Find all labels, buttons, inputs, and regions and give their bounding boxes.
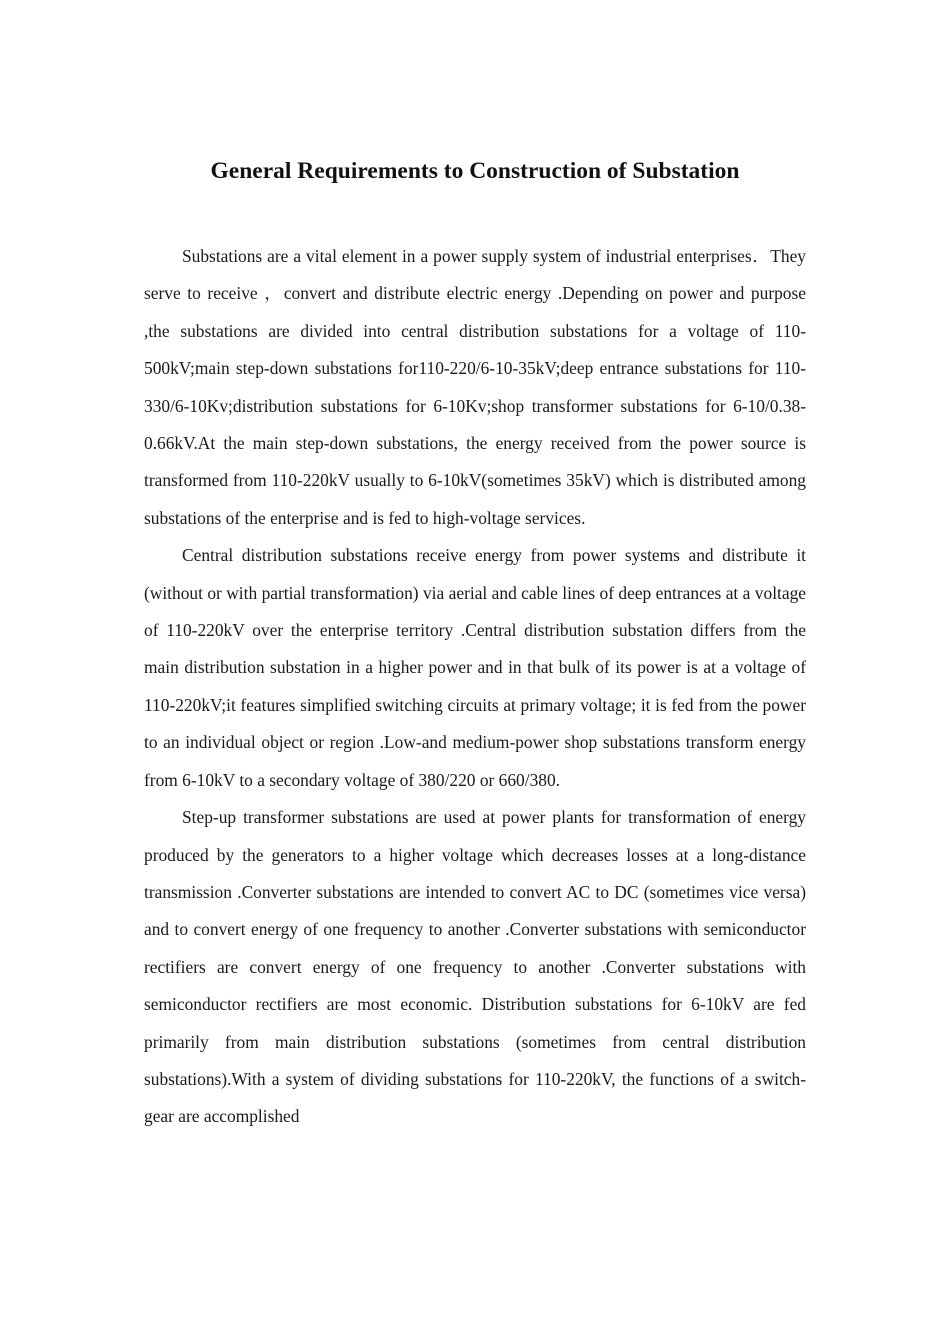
- document-title: General Requirements to Construction of Substation: [210, 158, 740, 184]
- paragraph-3: Step-up transformer substations are used at power plants for transformation of energy produced by the generators to a higher voltage which decreases losses at a long-distance transmission .Converter substations are intended to convert AC to DC (sometimes vice versa) and to convert energy of one frequency to another .Converter substations with semiconductor rectifiers are convert energy of one frequency to another .Converter substations with semiconductor rectifiers are most economic. Distribution substations for 6-10kV are fed primarily from main distribution substations (sometimes from central distribution substations).With a system of dividing substations for 110-220kV, the functions of a switch-gear are accomplished: [144, 807, 806, 1127]
- paragraph-1: Substations are a vital element in a power supply system of industrial enterprises．They serve to receive ，convert and distribute electric energy .Depending on power and purpose ,the substations are divided into central distribution substations for a voltage of 110-500kV;main step-down substations for110-220/6-10-35kV;deep entrance substations for 110-330/6-10Kv;distribution substations for 6-10Kv;shop transformer substations for 6-10/0.38-0.66kV.At the main step-down substations, the energy received from the power source is transformed from 110-220kV usually to 6-10kV(sometimes 35kV) which is distributed among substations of the enterprise and is fed to high-voltage services.: [144, 246, 806, 528]
- document-body: [144, 238, 806, 1136]
- paragraph-2: Central distribution substations receive energy from power systems and distribute it (without or with partial transformation) via aerial and cable lines of deep entrances at a voltage of 110-220kV over the enterprise territory .Central distribution substation differs from the main distribution substation in a higher power and in that bulk of its power is at a voltage of 110-220kV;it features simplified switching circuits at primary voltage; it is fed from the power to an individual object or region .Low-and medium-power shop substations transform energy from 6-10kV to a secondary voltage of 380/220 or 660/380.: [144, 545, 806, 790]
